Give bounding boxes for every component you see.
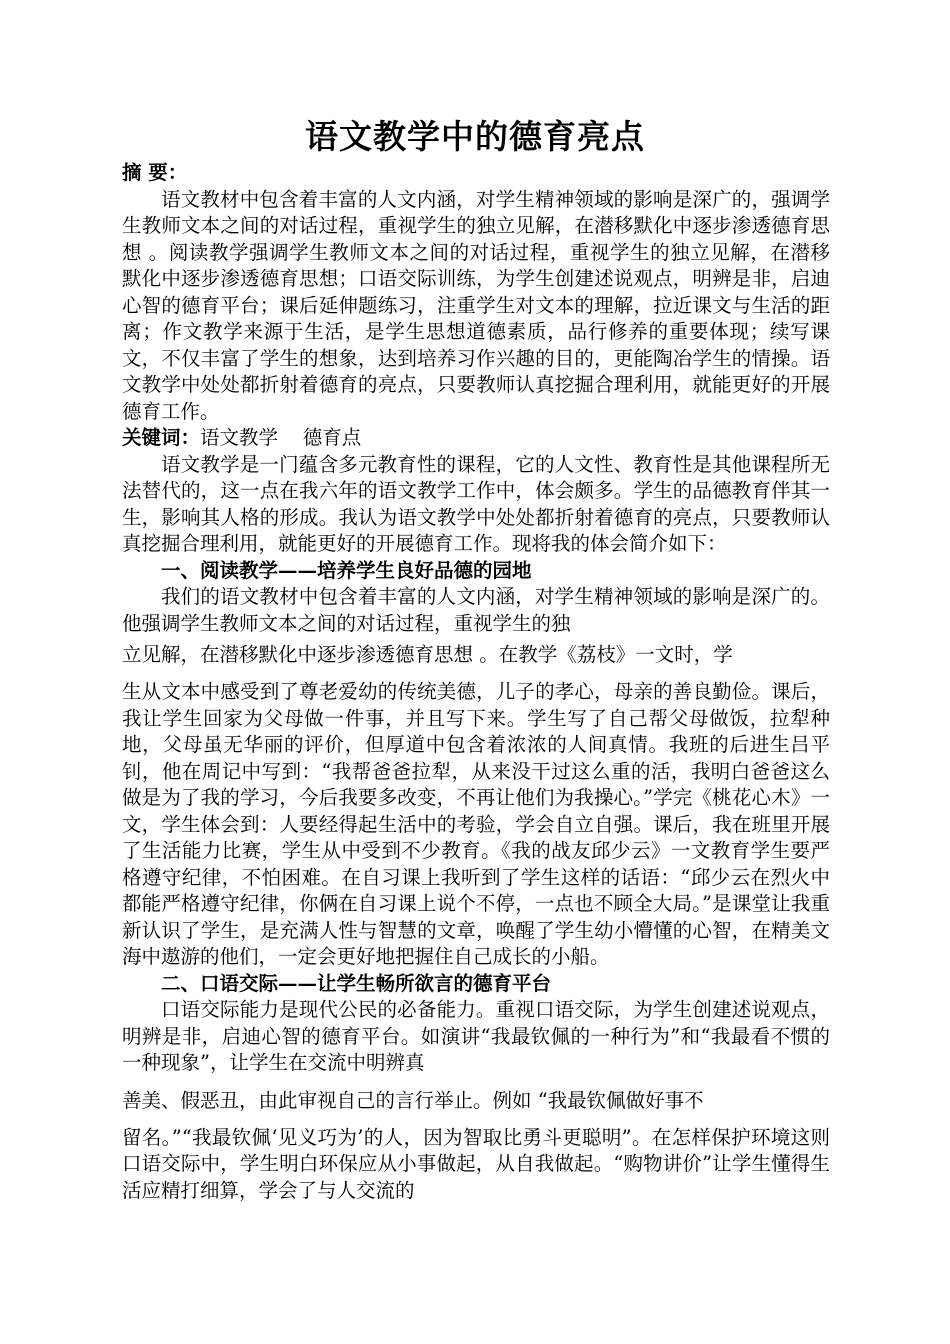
keywords-label: 关键词： [122,426,201,449]
intro-paragraph: 语文教学是一门蕴含多元教育性的课程，它的人文性、教育性是其他课程所无法替代的，这一点在我六年的语文教学工作中，体会颇多。学生的品德教育伴其一生，影响其人格的形成。我认为语文教学中处处都折射着德育的亮点，只要教师认真挖掘合理利用，就能更好的开展德育工作。现将我的体会简介如下： [122,452,830,555]
section-1-paragraph-c: 生从文本中感受到了尊老爱幼的传统美德，儿子的孝心，母亲的善良勤俭。课后，我让学生回家为父母做一件事，并且写下来。学生写了自己帮父母做饭，拉犁种地，父母虽无华丽的评价，但厚道中包含着浓浓的人间真情。我班的后进生吕平钊，他在周记中写到：“我帮爸爸拉犁，从来没干过这么重的活，我明白爸爸这么做是为了我的学习，今后我要多改变，不再让他们为我操心。”学完《桃花心木》一文，学生体会到：人要经得起生活中的考验，学会自立自强。课后，我在班里开展了生活能力比赛，学生从中受到不少教育。《我的战友邱少云》一文教育学生要严格遵守纪律，不怕困难。在自习课上我听到了学生这样的话语：“邱少云在烈火中都能严格遵守纪律，你俩在自习课上说个不停，一点也不顾全大局。”是课堂让我重新认识了学生，是充满人性与智慧的文章，唤醒了学生幼小懵懂的心智，在精美文海中遨游的他们，一定会更好地把握住自己成长的小船。 [122,680,830,968]
abstract-label-text: 摘 要： [122,161,188,184]
section-1-paragraph-a: 我们的语文教材中包含着丰富的人文内涵，对学生精神领域的影响是深广的。他强调学生教师文本之间的对话过程，重视学生的独 [122,585,830,635]
section-1-paragraph-b: 立见解，在潜移默化中逐步渗透德育思想 。在教学《荔枝》一文时，学 [122,643,733,666]
document-title: 语文教学中的德育亮点 [305,117,645,156]
section-2-paragraph-a: 口语交际能力是现代公民的必备能力。重视口语交际，为学生创建述说观点，明辨是非，启迪心智的德育平台。如演讲“我最钦佩的一种行为”和“我最看不惯的一种现象”，让学生在交流中明辨真 [122,998,830,1074]
abstract-label [122,160,830,187]
keywords-text: 语文教学 德育点 [200,426,362,449]
document-body [122,160,830,1204]
section-2-paragraph-b: 善美、假恶丑，由此审视自己的言行举止。例如 “我最钦佩做好事不 [122,1088,704,1112]
abstract-paragraph: 语文教材中包含着丰富的人文内涵，对学生精神领域的影响是深广的，强调学生教师文本之间的对话过程，重视学生的独立见解，在潜移默化中逐步渗透德育思想 。阅读教学强调学生教师文本之间的对话过程，重视学生的独立见解，在潜移默化中逐步渗透德育思想；口语交际训练，为学生创建述说观点，明辨是非，启迪心智的德育平台；课后延伸题练习，注重学生对文本的理解，拉近课文与生活的距离；作文教学来源于生活，是学生思想道德素质，品行修养的重要体现；续写课文，不仅丰富了学生的想象，达到培养习作兴趣的目的，更能陶冶学生的情操。语文教学中处处都折射着德育的亮点，只要教师认真挖掘合理利用，就能更好的开展德育工作。 [122,187,830,423]
section-1-heading: 一、阅读教学——培养学生良好品德的园地 [161,558,532,582]
keywords-line [122,425,830,452]
section-2-paragraph-c: 留名。”“我最钦佩‘见义巧为’的人，因为智取比勇斗更聪明”。在怎样保护环境这则口语交际中，学生明白环保应从小事做起，从自我做起。“购物讲价”让学生懂得生活应精打细算，学会了与人交流的 [122,1125,830,1202]
section-2-heading: 二、口语交际——让学生畅所欲言的德育平台 [161,971,552,995]
